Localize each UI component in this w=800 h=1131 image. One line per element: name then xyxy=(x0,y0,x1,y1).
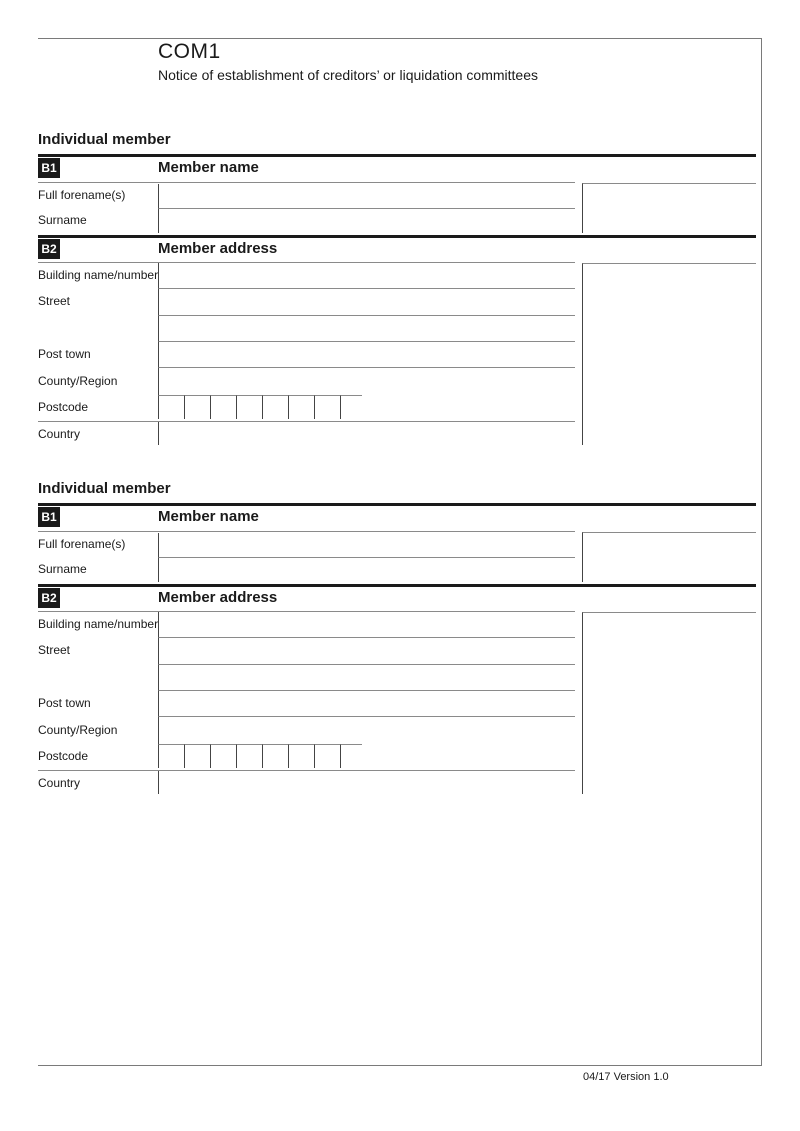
street-field-line-2[interactable] xyxy=(158,316,575,342)
building-label: Building name/number xyxy=(38,268,159,282)
individual-member-block-2 xyxy=(38,480,756,790)
surname-field[interactable] xyxy=(158,558,575,582)
section-badge-b2: B2 xyxy=(38,588,60,608)
postcode-char-box[interactable] xyxy=(236,744,262,768)
surname-label: Surname xyxy=(38,213,87,227)
postcode-char-box[interactable] xyxy=(184,744,210,768)
section-underline xyxy=(38,531,575,532)
postcode-char-box[interactable] xyxy=(262,395,288,419)
postcode-label: Postcode xyxy=(38,749,89,763)
name-side-box xyxy=(582,532,756,582)
member-name-title: Member name xyxy=(158,159,259,176)
forename-field[interactable] xyxy=(158,184,575,209)
section-underline xyxy=(38,182,575,183)
postcode-label: Postcode xyxy=(38,400,89,414)
section-rule xyxy=(38,235,756,238)
postcode-char-box[interactable] xyxy=(314,744,340,768)
surname-label: Surname xyxy=(38,562,87,576)
surname-field[interactable] xyxy=(158,209,575,233)
postcode-char-box[interactable] xyxy=(236,395,262,419)
country-field[interactable] xyxy=(158,422,575,445)
street-label: Street xyxy=(38,294,71,308)
post-town-label: Post town xyxy=(38,696,91,710)
postcode-char-box[interactable] xyxy=(288,744,314,768)
section-badge-b2: B2 xyxy=(38,239,60,259)
page-frame-right xyxy=(761,38,762,1066)
country-field[interactable] xyxy=(158,771,575,794)
street-field-line-1[interactable] xyxy=(158,638,575,665)
address-side-box xyxy=(582,263,756,445)
county-field[interactable] xyxy=(158,368,575,395)
postcode-char-box[interactable] xyxy=(340,395,362,419)
version-label: 04/17 Version 1.0 xyxy=(583,1071,669,1083)
postcode-char-box[interactable] xyxy=(314,395,340,419)
postcode-char-box[interactable] xyxy=(262,744,288,768)
postcode-char-box[interactable] xyxy=(340,744,362,768)
county-label: County/Region xyxy=(38,374,118,388)
name-side-box xyxy=(582,183,756,233)
building-field[interactable] xyxy=(158,263,575,289)
section-rule xyxy=(38,503,756,506)
postcode-char-box[interactable] xyxy=(210,744,236,768)
country-label: Country xyxy=(38,776,81,790)
street-label: Street xyxy=(38,643,71,657)
postcode-char-box[interactable] xyxy=(158,744,184,768)
building-label: Building name/number xyxy=(38,617,159,631)
form-code: COM1 xyxy=(158,40,221,63)
address-side-box xyxy=(582,612,756,794)
building-field[interactable] xyxy=(158,612,575,638)
postcode-char-box[interactable] xyxy=(210,395,236,419)
postcode-boxes[interactable] xyxy=(158,744,362,768)
forename-label: Full forename(s) xyxy=(38,537,126,551)
postcode-char-box[interactable] xyxy=(158,395,184,419)
individual-member-block-1 xyxy=(38,131,756,441)
form-description: Notice of establishment of creditors’ or liquidation committees xyxy=(158,67,538,83)
section-badge-b1: B1 xyxy=(38,507,60,527)
forename-field[interactable] xyxy=(158,533,575,558)
individual-member-heading: Individual member xyxy=(38,480,171,497)
post-town-field[interactable] xyxy=(158,342,575,368)
post-town-label: Post town xyxy=(38,347,91,361)
postcode-boxes[interactable] xyxy=(158,395,362,419)
county-label: County/Region xyxy=(38,723,118,737)
page-frame-bottom xyxy=(38,1065,762,1066)
country-label: Country xyxy=(38,427,81,441)
street-field-line-2[interactable] xyxy=(158,665,575,691)
postcode-char-box[interactable] xyxy=(184,395,210,419)
postcode-char-box[interactable] xyxy=(288,395,314,419)
section-rule xyxy=(38,584,756,587)
individual-member-heading: Individual member xyxy=(38,131,171,148)
member-name-title: Member name xyxy=(158,508,259,525)
street-field-line-1[interactable] xyxy=(158,289,575,316)
member-address-title: Member address xyxy=(158,240,278,257)
section-badge-b1: B1 xyxy=(38,158,60,178)
section-rule xyxy=(38,154,756,157)
member-address-title: Member address xyxy=(158,589,278,606)
post-town-field[interactable] xyxy=(158,691,575,717)
page-frame-top xyxy=(38,38,762,39)
county-field[interactable] xyxy=(158,717,575,744)
forename-label: Full forename(s) xyxy=(38,188,126,202)
